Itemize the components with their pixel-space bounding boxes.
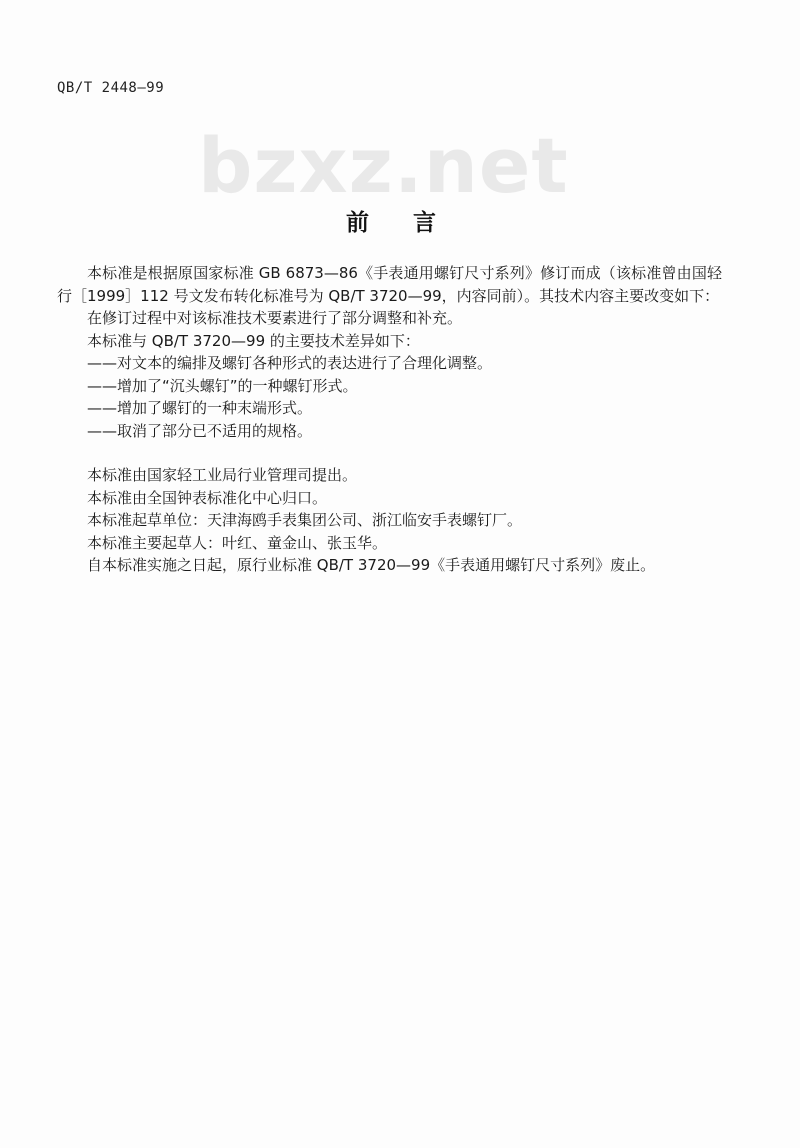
list-item: ——对文本的编排及螺钉各种形式的表达进行了合理化调整。 (87, 354, 493, 372)
text-line: 本标准由国家轻工业局行业管理司提出。 (87, 466, 358, 484)
paragraph-spacer (57, 442, 722, 464)
text-line: 本标准主要起草人：叶红、童金山、张玉华。 (87, 533, 388, 552)
watermark: bzxz.net (198, 121, 569, 210)
list-item: ——增加了“沉头螺钉”的一种螺钉形式。 (87, 376, 358, 395)
text-line: 自本标准实施之日起，原行业标准 QB/T 3720—99《手表通用螺钉尺寸系列》废止。 (87, 556, 656, 574)
text-line: 本标准由全国钟表标准化中心归口。 (87, 488, 328, 507)
intro-paragraph: 本标准是根据原国家标准 GB 6873—86《手表通用螺钉尺寸系列》修订而成（该标准曾由国轻行［1999］112 号文发布转化标准号为 QB/T 3720—99，内容同前）。其技术内容主要改变如下： (57, 264, 722, 305)
list-item: ——增加了螺钉的一种末端形式。 (87, 399, 313, 417)
document-code: QB/T 2448—99 (57, 80, 165, 96)
text-line: 在修订过程中对该标准技术要素进行了部分调整和补充。 (87, 309, 463, 327)
text-line: 本标准起草单位：天津海鸥手表集团公司、浙江临安手表螺钉厂。 (87, 511, 523, 529)
body-text (57, 262, 722, 577)
list-item: ——取消了部分已不适用的规格。 (87, 421, 313, 440)
text-line: 本标准与 QB/T 3720—99 的主要技术差异如下： (87, 331, 420, 350)
page-title: 前 言 (345, 209, 454, 236)
